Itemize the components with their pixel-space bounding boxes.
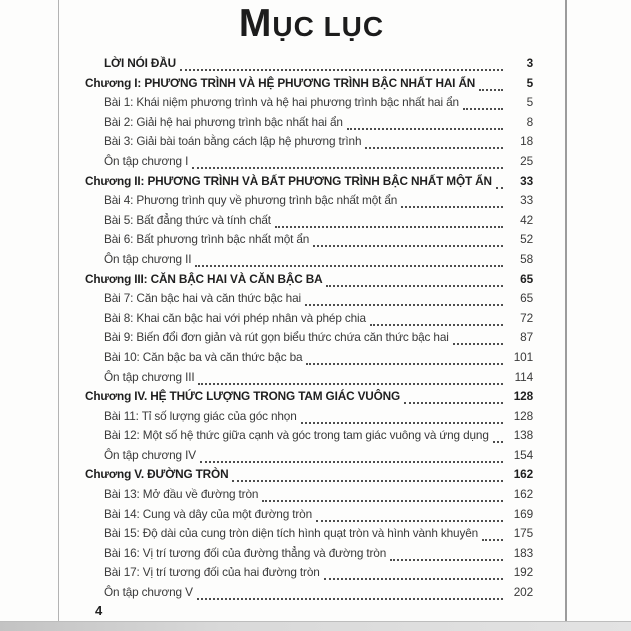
toc-entry-label: Chương II: PHƯƠNG TRÌNH VÀ BẤT PHƯƠNG TRÌNH BẬC NHẤT MỘT ẨN	[85, 173, 492, 188]
dot-leader	[195, 250, 503, 267]
toc-entry	[85, 211, 533, 231]
toc-entry	[85, 505, 533, 525]
toc-entry-page: 175	[513, 526, 533, 541]
toc-entry-page: 128	[513, 408, 533, 423]
toc-entry-label: Bài 5: Bất đẳng thức và tính chất	[104, 212, 271, 227]
dot-leader	[493, 426, 503, 443]
toc-entry-page: 5	[526, 95, 533, 110]
toc-entry-page: 65	[520, 271, 533, 286]
dot-leader	[200, 446, 503, 463]
toc-entry	[85, 563, 533, 583]
page-content	[58, 0, 565, 622]
footer-page-number: 4	[95, 603, 103, 618]
page-title: MỤC LỤC	[238, 2, 385, 45]
toc-entry	[85, 250, 533, 270]
toc-entry-label: Ôn tập chương III	[104, 369, 195, 384]
toc-list	[58, 54, 565, 603]
dot-leader	[275, 211, 503, 228]
toc-entry	[85, 113, 533, 133]
dot-leader	[324, 563, 503, 580]
toc-entry-page: 169	[513, 506, 533, 521]
toc-entry-page: 162	[513, 487, 533, 502]
dot-leader	[482, 524, 503, 541]
page-edge-line-right	[565, 0, 567, 622]
toc-entry	[85, 152, 533, 172]
toc-entry-label: LỜI NÓI ĐẦU	[104, 56, 176, 70]
dot-leader	[232, 465, 503, 482]
toc-entry	[85, 348, 533, 368]
dot-leader	[262, 485, 503, 502]
toc-entry	[85, 426, 533, 446]
dot-leader	[192, 152, 503, 169]
toc-entry-page: 65	[520, 291, 533, 306]
dot-leader	[301, 407, 503, 424]
toc-entry	[85, 172, 533, 192]
dot-leader	[365, 132, 503, 149]
toc-entry-page: 128	[513, 389, 533, 404]
dot-leader	[180, 54, 503, 71]
toc-entry-page: 18	[520, 134, 533, 149]
toc-entry-label: Bài 12: Một số hệ thức giữa cạnh và góc trong tam giác vuông và ứng dụng	[104, 428, 489, 443]
toc-entry	[85, 132, 533, 152]
toc-entry-label: Bài 16: Vị trí tương đối của đường thẳng và đường tròn	[104, 545, 387, 560]
toc-entry	[85, 446, 533, 466]
toc-entry-page: 33	[520, 193, 533, 208]
toc-entry	[85, 270, 533, 290]
dot-leader	[404, 387, 503, 404]
dot-leader	[401, 191, 503, 208]
toc-entry-label: Bài 13: Mở đầu về đường tròn	[104, 487, 259, 502]
toc-entry-page: 192	[513, 565, 533, 580]
toc-entry-page: 72	[520, 310, 533, 325]
toc-entry	[85, 368, 533, 388]
toc-entry	[85, 328, 533, 348]
toc-entry-label: Bài 14: Cung và dây của một đường tròn	[104, 506, 312, 521]
dot-leader	[453, 328, 503, 345]
toc-entry	[85, 387, 533, 407]
toc-entry-page: 154	[513, 447, 533, 462]
dot-leader	[347, 113, 503, 130]
toc-entry-label: Chương III: CĂN BẬC HAI VÀ CĂN BẬC BA	[85, 271, 323, 286]
dot-leader	[313, 230, 503, 247]
toc-entry-label: Ôn tập chương I	[104, 153, 189, 168]
toc-entry-label: Bài 9: Biến đổi đơn giản và rút gọn biểu thức chứa căn thức bậc hai	[104, 330, 449, 345]
toc-entry-page: 5	[526, 75, 533, 90]
dot-leader	[496, 172, 503, 189]
toc-entry-label: Bài 10: Căn bậc ba và căn thức bậc ba	[104, 349, 303, 364]
toc-entry	[85, 524, 533, 544]
dot-leader	[305, 289, 503, 306]
toc-entry	[85, 465, 533, 485]
toc-entry	[85, 54, 533, 74]
toc-entry	[85, 309, 533, 329]
toc-entry-label: Chương I: PHƯƠNG TRÌNH VÀ HỆ PHƯƠNG TRÌNH BẬC NHẤT HAI ẨN	[85, 75, 476, 90]
toc-entry-page: 42	[520, 212, 533, 227]
toc-entry	[85, 191, 533, 211]
toc-entry-page: 162	[513, 467, 533, 482]
toc-entry-label: Bài 2: Giải hệ hai phương trình bậc nhất hai ẩn	[104, 114, 343, 129]
toc-entry-label: Bài 17: Vị trí tương đối của hai đường tròn	[104, 565, 320, 580]
dot-leader	[306, 348, 503, 365]
toc-entry-label: Bài 7: Căn bậc hai và căn thức bậc hai	[104, 291, 301, 306]
toc-entry-label: Chương V. ĐƯỜNG TRÒN	[85, 467, 229, 482]
toc-entry-label: Chương IV. HỆ THỨC LƯỢNG TRONG TAM GIÁC VUÔNG	[85, 389, 401, 404]
toc-entry-page: 202	[513, 585, 533, 600]
toc-entry	[85, 289, 533, 309]
dot-leader	[316, 505, 503, 522]
toc-entry-page: 3	[526, 56, 533, 70]
toc-entry-label: Bài 4: Phương trình quy về phương trình bậc nhất một ẩn	[104, 193, 398, 208]
toc-entry-page: 101	[513, 349, 533, 364]
dot-leader	[463, 93, 503, 110]
toc-entry-page: 25	[520, 153, 533, 168]
toc-entry-label: Ôn tập chương II	[104, 251, 192, 266]
toc-entry-page: 33	[520, 173, 533, 188]
toc-entry-label: Bài 6: Bất phương trình bậc nhất một ẩn	[104, 232, 310, 247]
toc-entry-page: 52	[520, 232, 533, 247]
toc-entry	[85, 230, 533, 250]
dot-leader	[370, 309, 503, 326]
toc-entry-label: Bài 15: Độ dài của cung tròn diện tích hình quạt tròn và hình vành khuyên	[104, 526, 479, 541]
toc-entry-page: 138	[513, 428, 533, 443]
toc-entry	[85, 74, 533, 94]
toc-entry-page: 58	[520, 251, 533, 266]
toc-entry-page: 8	[526, 114, 533, 129]
toc-entry-page: 87	[520, 330, 533, 345]
toc-entry-label: Ôn tập chương IV	[104, 447, 196, 462]
dot-leader	[479, 74, 503, 91]
dot-leader	[197, 583, 503, 600]
toc-entry	[85, 407, 533, 427]
toc-entry-page: 114	[514, 369, 533, 384]
toc-entry-label: Bài 3: Giải bài toán bằng cách lập hệ phương trình	[104, 134, 362, 149]
toc-entry-page: 183	[513, 545, 533, 560]
page-bottom-edge-shadow	[0, 621, 631, 631]
dot-leader	[390, 544, 503, 561]
toc-entry	[85, 583, 533, 603]
toc-entry	[85, 93, 533, 113]
dot-leader	[198, 368, 503, 385]
toc-entry	[85, 485, 533, 505]
toc-entry-label: Ôn tập chương V	[104, 585, 193, 600]
toc-entry-label: Bài 8: Khai căn bậc hai với phép nhân và phép chia	[104, 310, 366, 325]
dot-leader	[326, 270, 503, 287]
toc-entry	[85, 544, 533, 564]
toc-entry-label: Bài 11: Tỉ số lượng giác của góc nhọn	[104, 408, 297, 423]
toc-entry-label: Bài 1: Khái niệm phương trình và hệ hai phương trình bậc nhất hai ẩn	[104, 95, 459, 110]
